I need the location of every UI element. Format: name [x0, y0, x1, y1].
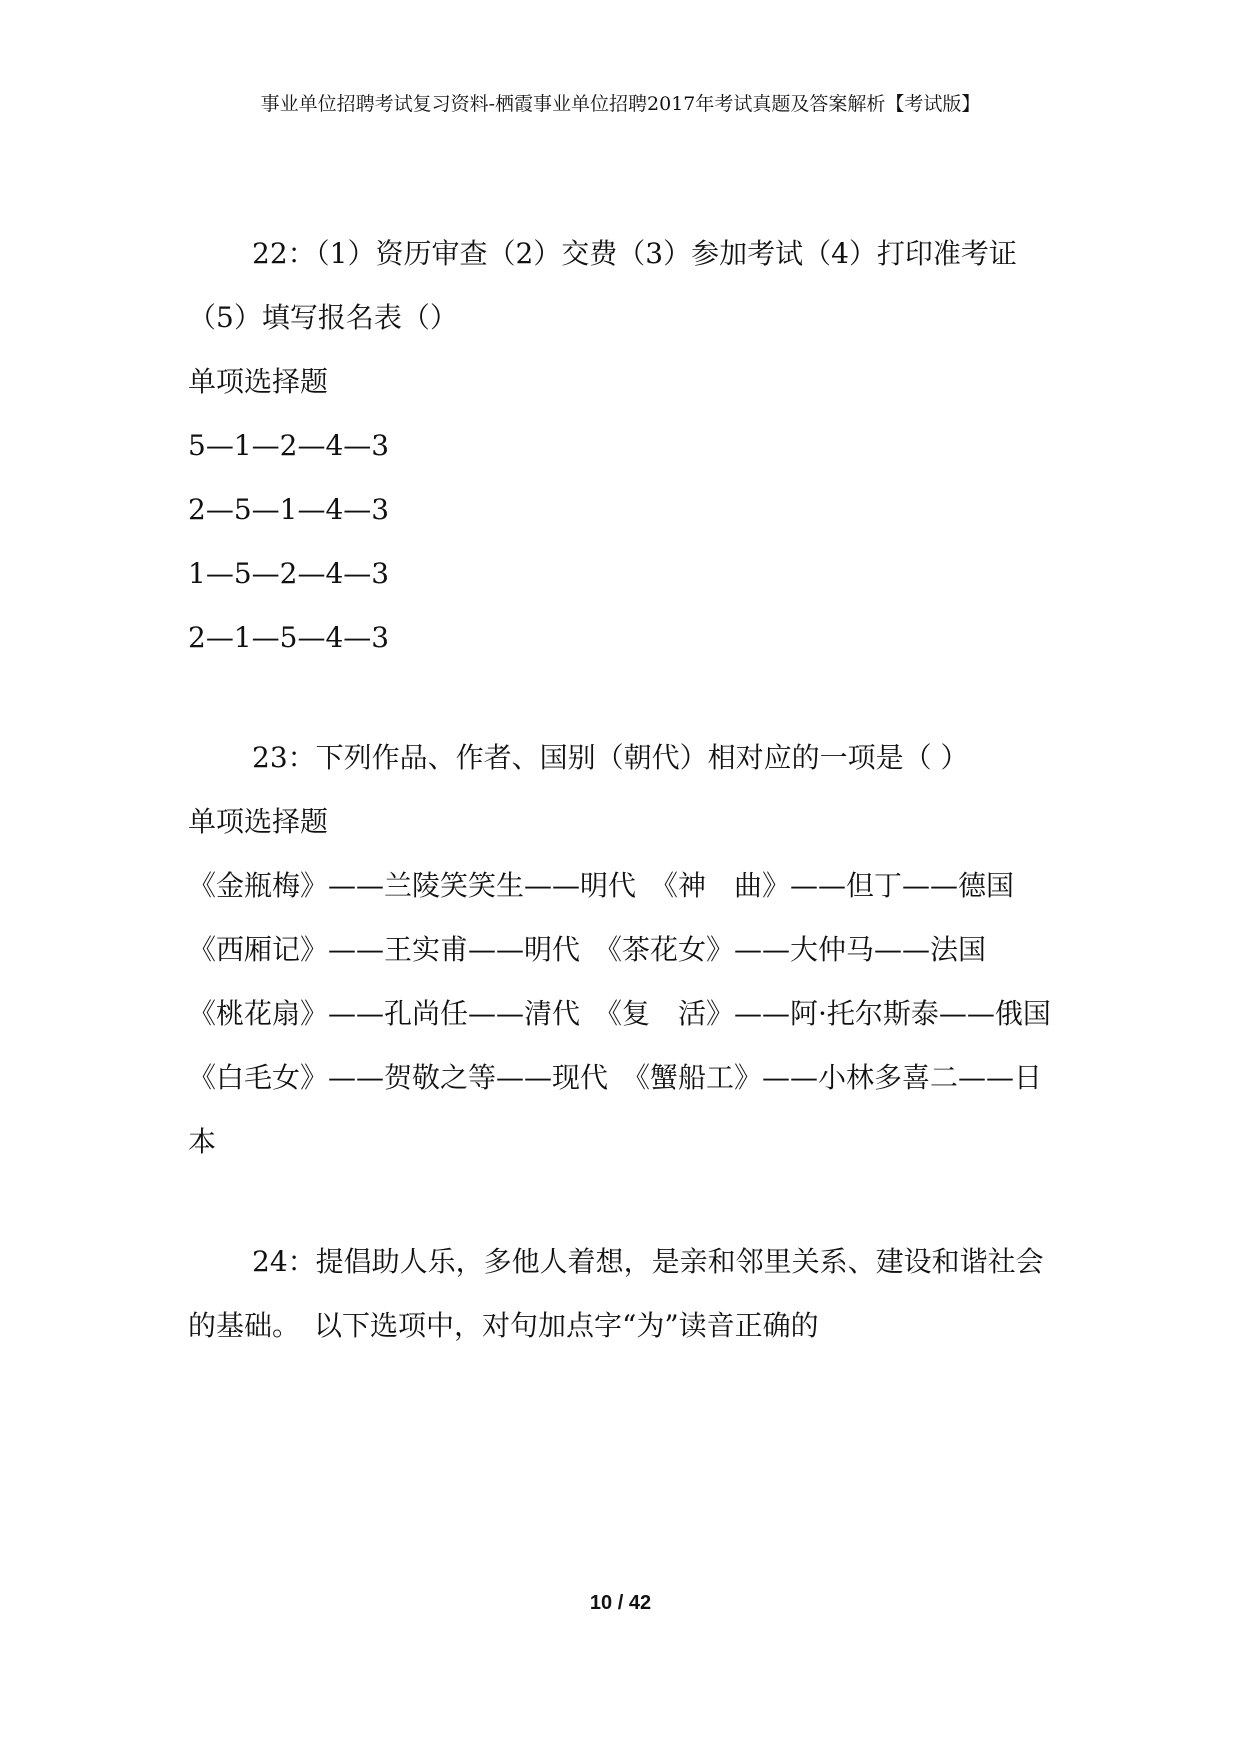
option-item: 《西厢记》——王实甫——明代 《茶花女》——大仲马——法国	[188, 933, 987, 966]
question-type: 单项选择题	[188, 365, 329, 398]
question-22	[188, 222, 1056, 670]
question-stem: 24：提倡助人乐，多他人着想，是亲和邻里关系、建设和谐社会的基础。 以下选项中，对句加点字“为”读音正确的	[188, 1245, 1044, 1342]
option-list	[188, 854, 1056, 1174]
document-title: 事业单位招聘考试复习资料-栖霞事业单位招聘2017年考试真题及答案解析【考试版】	[260, 93, 981, 115]
option-item: 2—1—5—4—3	[188, 621, 390, 654]
question-23	[188, 726, 1056, 1174]
question-type: 单项选择题	[188, 805, 329, 838]
document-body	[188, 222, 1056, 1414]
option-list	[188, 414, 1056, 670]
page-header	[0, 92, 1241, 116]
question-stem: 22：（1）资历审查（2）交费（3）参加考试（4）打印准考证（5）填写报名表（）	[188, 237, 1017, 334]
option-item: 《白毛女》——贺敬之等——现代 《蟹船工》——小林多喜二——日本	[188, 1061, 1043, 1158]
question-stem: 23：下列作品、作者、国别（朝代）相对应的一项是（ ）	[252, 741, 969, 774]
page-number: 10 / 42	[589, 1592, 652, 1614]
option-item: 《桃花扇》——孔尚任——清代 《复 活》——阿·托尔斯泰——俄国	[188, 997, 1051, 1030]
option-item: 2—5—1—4—3	[188, 493, 390, 526]
option-item: 5—1—2—4—3	[188, 429, 390, 462]
question-24	[188, 1230, 1056, 1358]
option-item: 《金瓶梅》——兰陵笑笑生——明代 《神 曲》——但丁——德国	[188, 869, 1015, 902]
page-footer	[0, 1592, 1241, 1615]
option-item: 1—5—2—4—3	[188, 557, 390, 590]
